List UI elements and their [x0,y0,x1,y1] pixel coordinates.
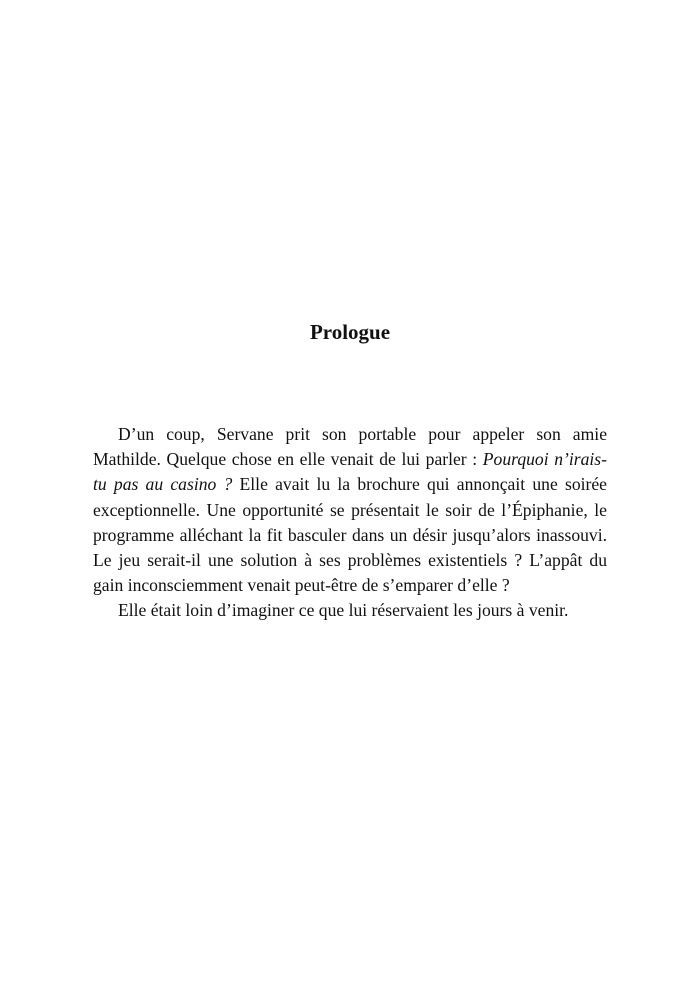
paragraph-1 [93,422,607,598]
body-text [93,422,607,624]
paragraph-1-italic-question: Pourquoi n’irais-tu pas au casino ? [93,449,608,495]
paragraph-1-part-1: D’un coup, Servane prit son portable pour appeler son amie Mathilde. Quelque chose en elle venait de lui parler : [93,424,607,470]
chapter-title: Prologue [309,320,391,344]
paragraph-2: Elle était loin d’imaginer ce que lui réservaient les jours à venir. [118,600,569,621]
paragraph-1-part-2: Elle avait lu la brochure qui annonçait une soirée exceptionnelle. Une opportunité se présentait le soir de l’Épiphanie, le programme alléchant la fit basculer dans un désir jusqu’alors inassouvi. Le jeu serait-il une solution à ses problèmes existentiels ? L’appât du gain inconsciemment venait peut-être de s’emparer d’elle ? [93,474,607,596]
